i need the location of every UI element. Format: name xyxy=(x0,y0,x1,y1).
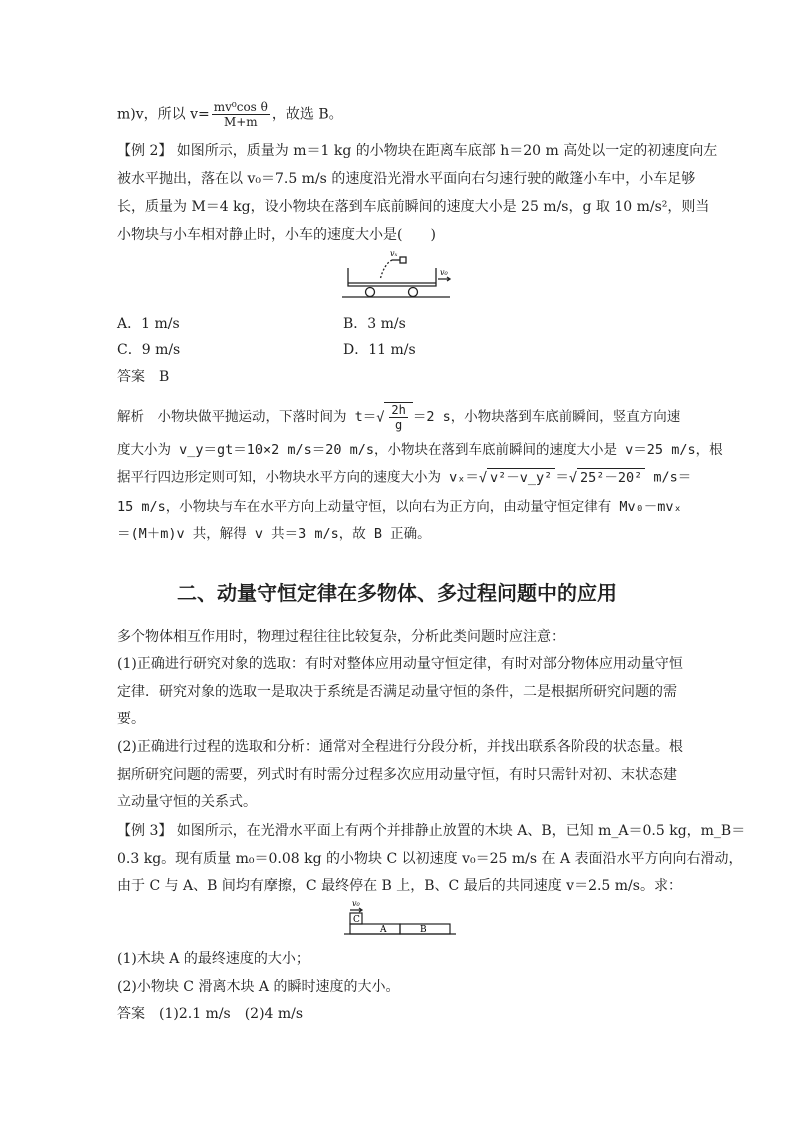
cart-velocity-arrow xyxy=(438,277,450,281)
fig-label-v0: v₀ xyxy=(440,268,448,277)
sol3-suffix: m/s＝ xyxy=(645,469,692,486)
fig-label-v0-ex3: v₀ xyxy=(352,899,360,908)
ex3-question-2: (2)小物块 C 滑离木块 A 的瞬时速度的大小。 xyxy=(117,979,400,995)
sqrt-fraction xyxy=(389,403,407,432)
intro-line-7: 立动量守恒的关系式。 xyxy=(117,794,257,810)
option-a: A．1 m/s xyxy=(117,316,180,332)
radicand-2: 25²－20² xyxy=(577,468,645,487)
sol1-suffix: ＝2 s，小物块落到车底前瞬间，竖直方向速 xyxy=(412,409,681,425)
cart-wheel-right xyxy=(409,288,418,297)
continuation-line xyxy=(117,100,343,129)
block xyxy=(400,257,406,263)
fig-label-c: C xyxy=(353,915,360,925)
v0-arrow xyxy=(350,908,362,912)
ex2-line-4: 小物块与小车相对静止时，小车的速度大小是( ) xyxy=(117,227,436,243)
solution-line-4: 15 m/s，小物块与车在水平方向上动量守恒，以向右为正方向，由动量守恒定律有 Mv₀－mvₓ xyxy=(117,499,682,515)
solution-line-1 xyxy=(117,402,680,432)
sqrt-2: √ 25²－20² xyxy=(569,468,645,487)
ex3-line-2: 0.3 kg。现有质量 m₀＝0.08 kg 的小物块 C 以初速度 v₀＝25 m/s 在 A 表面沿水平方向向右滑动， xyxy=(117,851,743,867)
fig-label-a: A xyxy=(380,925,387,935)
solution-line-3 xyxy=(117,468,691,487)
sol3-prefix: 据平行四边形定则可知，小物块水平方向的速度大小为 vₓ＝ xyxy=(117,469,479,486)
intro-line-2: (1)正确进行研究对象的选取：有时对整体应用动量守恒定律，有时对部分物体应用动量守恒 xyxy=(117,656,683,672)
option-d: D．11 m/s xyxy=(343,342,416,358)
continuation-prefix: m)v，所以 v= xyxy=(117,106,210,123)
blocks-diagram xyxy=(340,896,460,938)
trajectory-curve xyxy=(380,260,392,280)
fraction-denominator: M+m xyxy=(223,115,258,129)
intro-line-5: (2)正确进行过程的选取和分析：通常对全程进行分段分析，并找出联系各阶段的状态量。根 xyxy=(117,739,683,755)
sol1-prefix: 解析 小物块做平抛运动，下落时间为 t＝ xyxy=(117,409,377,425)
intro-line-6: 据所研究问题的需要，列式时有时需分过程多次应用动量守恒，有时只需针对初、末状态建 xyxy=(117,767,677,783)
sqrt-numerator: 2h xyxy=(391,403,406,417)
option-c: C．9 m/s xyxy=(117,342,181,358)
sqrt-denominator: g xyxy=(395,418,403,432)
fraction-numerator: mv⁰cos θ xyxy=(213,100,268,114)
ex3-answer: 答案 (1)2.1 m/s (2)4 m/s xyxy=(117,1006,304,1022)
continuation-suffix: ，故选 B。 xyxy=(271,106,343,123)
block-a xyxy=(350,924,400,934)
fraction xyxy=(212,100,270,129)
solution-line-2: 度大小为 v_y＝gt＝10×2 m/s＝20 m/s，小物块在落到车底前瞬间的速度大小是 v＝25 m/s，根 xyxy=(117,442,723,458)
ex2-line-1: 【例 2】 如图所示，质量为 m＝1 kg 的小物块在距离车底部 h＝20 m 高处以一定的初速度向左 xyxy=(117,143,718,159)
radicand-1: v²－v_y² xyxy=(487,468,555,487)
fig-label-vx: vₓ xyxy=(390,249,398,258)
solution-line-5: ＝(M＋m)v 共，解得 v 共＝3 m/s，故 B 正确。 xyxy=(117,526,431,542)
ex2-line-3: 长，质量为 M＝4 kg，设小物块在落到车底前瞬间的速度大小是 25 m/s，g 取 10 m/s²，则当 xyxy=(117,199,710,215)
option-b: B．3 m/s xyxy=(343,316,406,332)
ex2-answer: 答案 B xyxy=(117,369,170,385)
sqrt-1: √ v²－v_y² xyxy=(479,468,555,487)
intro-line-4: 要。 xyxy=(117,711,145,727)
ex3-question-1: (1)木块 A 的最终速度的大小； xyxy=(117,951,310,967)
cart-wheel-left xyxy=(366,288,375,297)
fig-label-b: B xyxy=(420,925,427,935)
ex3-line-1: 【例 3】 如图所示，在光滑水平面上有两个并排静止放置的木块 A、B，已知 m_A＝0.5 kg，m_B＝ xyxy=(117,823,746,839)
ex3-line-3: 由于 C 与 A、B 间均有摩擦，C 最终停在 B 上，B、C 最后的共同速度 v＝2.5 m/s。求： xyxy=(117,878,682,894)
sqrt-expression: √ $\frac{2h}{g}$ xyxy=(376,402,413,432)
intro-line-1: 多个物体相互作用时，物理过程往往比较复杂，分析此类问题时应注意： xyxy=(117,629,565,645)
ex2-line-2: 被水平抛出，落在以 v₀＝7.5 m/s 的速度沿光滑水平面向右匀速行驶的敞篷小车中，小车足够 xyxy=(117,171,696,187)
section-heading: 二、动量守恒定律在多物体、多过程问题中的应用 xyxy=(177,581,617,605)
cart-diagram xyxy=(340,246,460,306)
sol3-equals: ＝ xyxy=(555,469,569,486)
intro-line-3: 定律．研究对象的选取一是取决于系统是否满足动量守恒的条件，二是根据所研究问题的需 xyxy=(117,684,677,700)
